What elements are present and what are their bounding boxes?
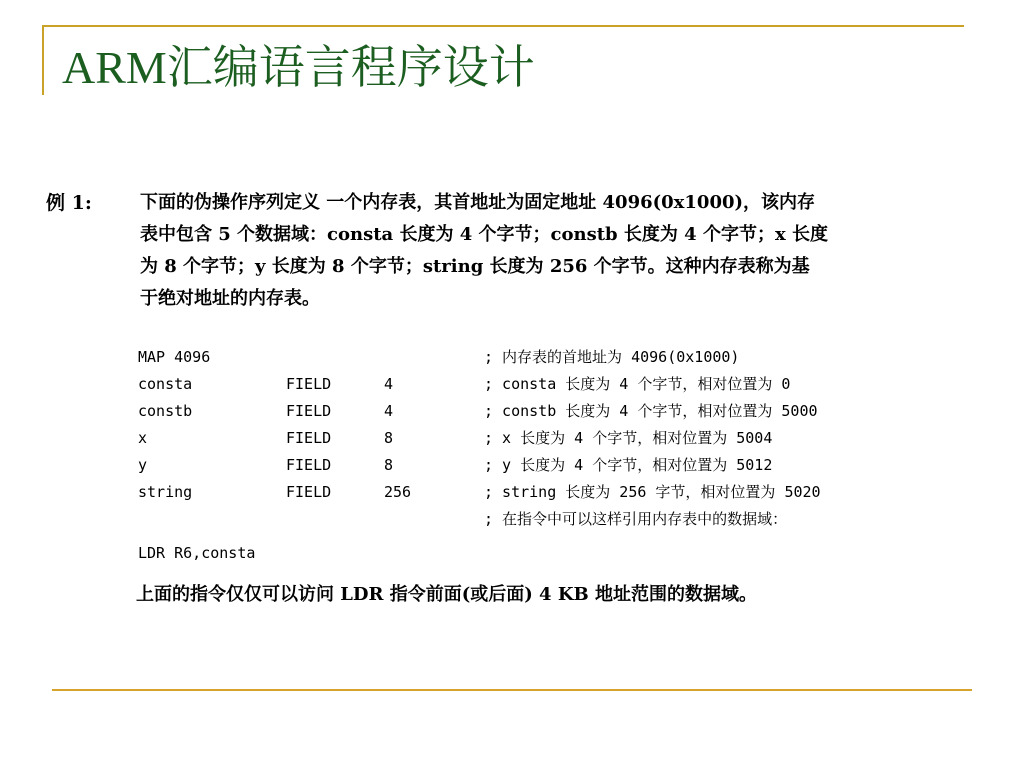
code-listing (138, 344, 998, 562)
code-row (138, 479, 998, 506)
slide-title: ARM汇编语言程序设计 (62, 42, 535, 93)
left-rule (42, 25, 44, 95)
code-row (138, 452, 998, 479)
code-comment: ; 在指令中可以这样引用内存表中的数据域： (484, 510, 788, 528)
code-row (138, 344, 998, 371)
code-op: FIELD (286, 402, 332, 420)
code-label: x (138, 429, 148, 447)
code-op: FIELD (286, 429, 332, 447)
code-label: y (138, 456, 148, 474)
example-line: 表中包含 5 个数据域：consta 长度为 4 个字节；constb 长度为 4 个字节；x 长度 (140, 224, 828, 245)
code-label: string (138, 483, 193, 501)
code-op: FIELD (286, 456, 332, 474)
code-comment: ; string 长度为 256 字节，相对位置为 5020 (484, 483, 821, 501)
bottom-rule (52, 689, 972, 691)
code-op: FIELD (286, 375, 332, 393)
code-row (138, 506, 998, 533)
code-row (138, 371, 998, 398)
code-label: MAP 4096 (138, 348, 211, 366)
example-line: 为 8 个字节；y 长度为 8 个字节；string 长度为 256 个字节。这种内存表称为基 (140, 256, 810, 277)
example-line: 于绝对地址的内存表。 (140, 288, 320, 309)
top-rule (42, 25, 964, 27)
example-label: 例 1: (46, 192, 92, 214)
code-value: 256 (384, 483, 412, 501)
code-comment: ; x 长度为 4 个字节，相对位置为 5004 (484, 429, 773, 447)
code-label: constb (138, 402, 193, 420)
example-line: 下面的伪操作序列定义 一个内存表，其首地址为固定地址 4096(0x1000)，该内存 (140, 192, 816, 213)
code-value: 8 (384, 456, 394, 474)
code-value: 4 (384, 402, 394, 420)
code-op: FIELD (286, 483, 332, 501)
code-value: 4 (384, 375, 394, 393)
code-comment: ; 内存表的首地址为 4096(0x1000) (484, 348, 740, 366)
code-value: 8 (384, 429, 394, 447)
code-label: consta (138, 375, 193, 393)
code-comment: ; constb 长度为 4 个字节，相对位置为 5000 (484, 402, 818, 420)
code-comment: ; consta 长度为 4 个字节，相对位置为 0 (484, 375, 791, 393)
code-row (138, 425, 998, 452)
example-text (140, 187, 1002, 315)
code-comment: ; y 长度为 4 个字节，相对位置为 5012 (484, 456, 773, 474)
code-row (138, 398, 998, 425)
ldr-instruction: LDR R6,consta (138, 544, 256, 562)
bottom-note: 上面的指令仅仅可以访问 LDR 指令前面(或后面) 4 KB 地址范围的数据域。 (136, 584, 757, 605)
